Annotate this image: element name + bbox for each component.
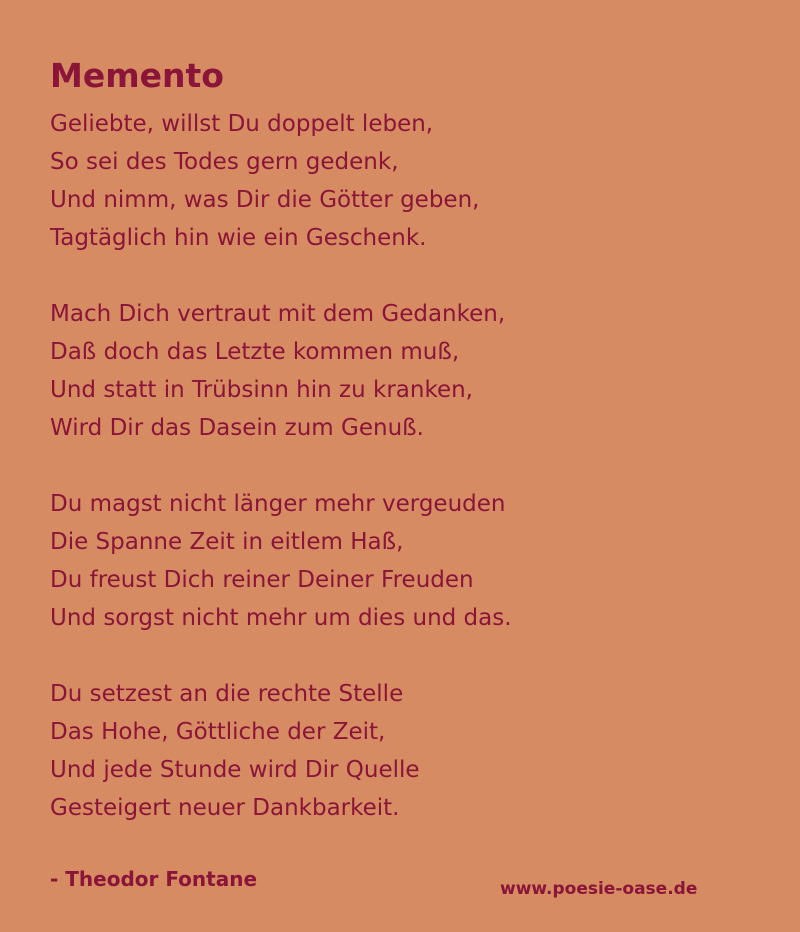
poem-line: Die Spanne Zeit in eitlem Haß,	[50, 529, 404, 555]
stanza-3	[50, 485, 770, 637]
poem-line: Tagtäglich hin wie ein Geschenk.	[50, 225, 427, 251]
poem-line: Und nimm, was Dir die Götter geben,	[50, 187, 480, 213]
poem-line: Geliebte, willst Du doppelt leben,	[50, 111, 434, 137]
poem-line: Du setzest an die rechte Stelle	[50, 681, 404, 707]
poem-author: - Theodor Fontane	[50, 867, 258, 891]
poem-line: Wird Dir das Dasein zum Genuß.	[50, 415, 424, 441]
poem-line: Du magst nicht länger mehr vergeuden	[50, 491, 506, 517]
stanza-2	[50, 295, 770, 447]
poem-line: Du freust Dich reiner Deiner Freuden	[50, 567, 474, 593]
poem-line: Und jede Stunde wird Dir Quelle	[50, 757, 420, 783]
poem-line: So sei des Todes gern gedenk,	[50, 149, 399, 175]
poem-line: Gesteigert neuer Dankbarkeit.	[50, 795, 400, 821]
poem-line: Das Hohe, Göttliche der Zeit,	[50, 719, 386, 745]
website-url: www.poesie-oase.de	[500, 879, 698, 899]
poem-line: Und statt in Trübsinn hin zu kranken,	[50, 377, 473, 403]
stanza-1	[50, 105, 770, 257]
poem-line: Mach Dich vertraut mit dem Gedanken,	[50, 301, 506, 327]
stanza-4	[50, 675, 770, 827]
poem-line: Daß doch das Letzte kommen muß,	[50, 339, 460, 365]
poem-title: Memento	[50, 56, 224, 95]
poem-card	[50, 53, 770, 893]
poem-line: Und sorgst nicht mehr um dies und das.	[50, 605, 512, 631]
